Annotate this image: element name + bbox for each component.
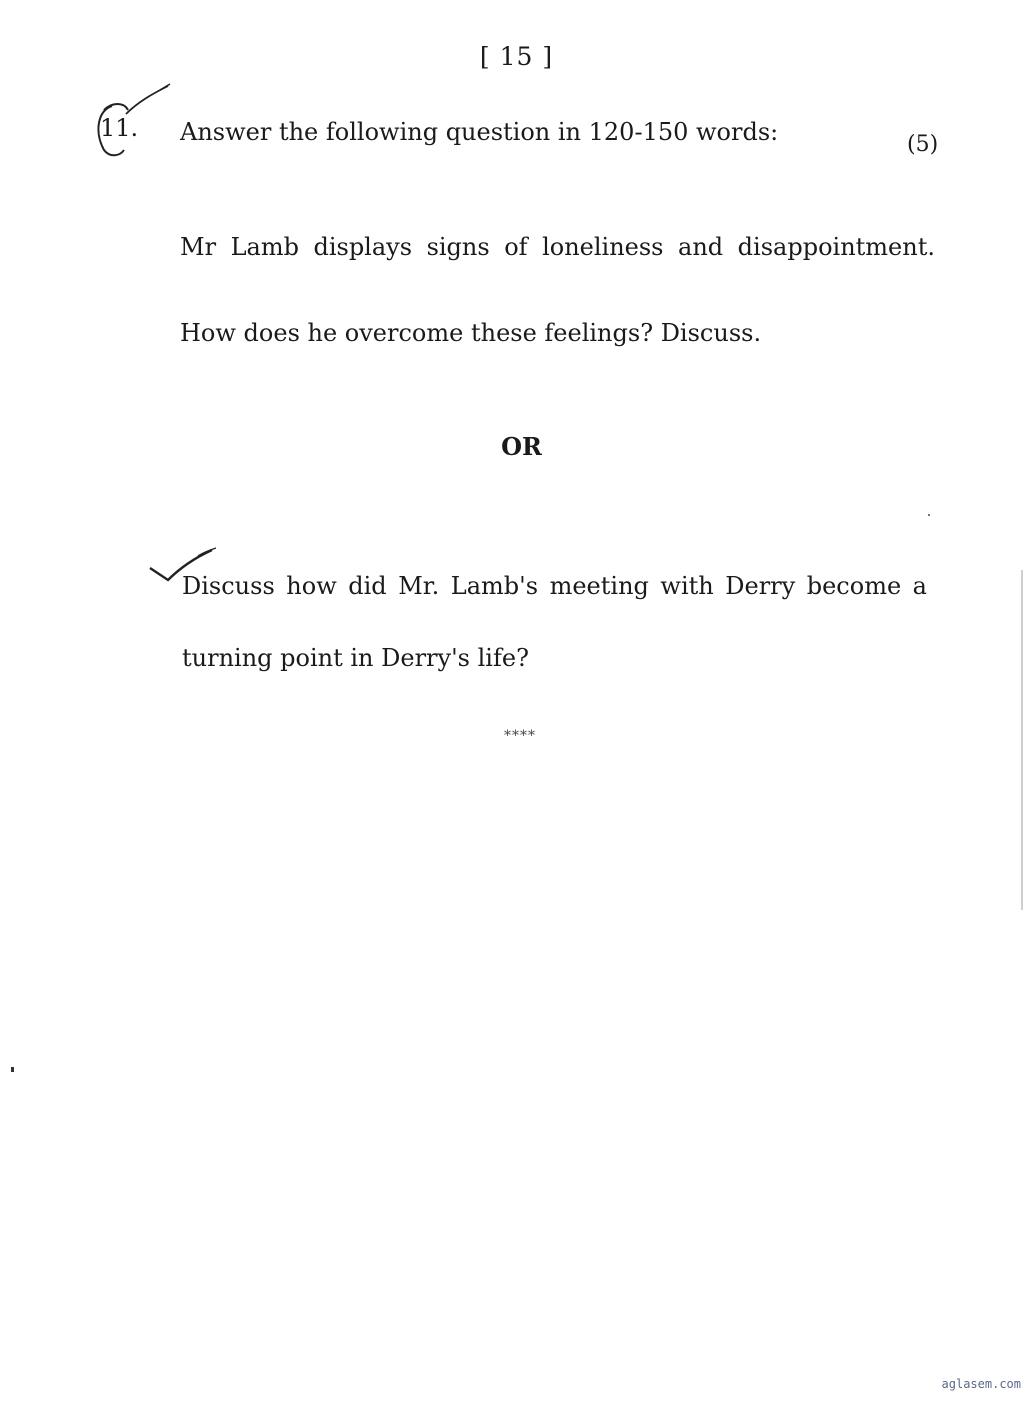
- question-option-a: Mr Lamb displays signs of loneliness and disappointment. How does he overcome these feelings? Discuss.: [180, 233, 935, 347]
- question-option-b: Discuss how did Mr. Lamb's meeting with Derry become a turning point in Derry's life?: [182, 572, 927, 672]
- question-marks: (5): [907, 132, 939, 157]
- question-instruction: Answer the following question in 120-150 words:: [180, 118, 779, 146]
- scan-artifact-line: [1021, 570, 1023, 910]
- or-separator: OR: [501, 432, 542, 461]
- question-number: 11.: [100, 114, 139, 142]
- watermark: aglasem.com: [941, 1377, 1021, 1391]
- page-number: [ 15 ]: [479, 42, 554, 71]
- scan-speck: [11, 1067, 14, 1072]
- scan-speck: [928, 514, 930, 516]
- end-of-paper-mark: ****: [504, 728, 536, 744]
